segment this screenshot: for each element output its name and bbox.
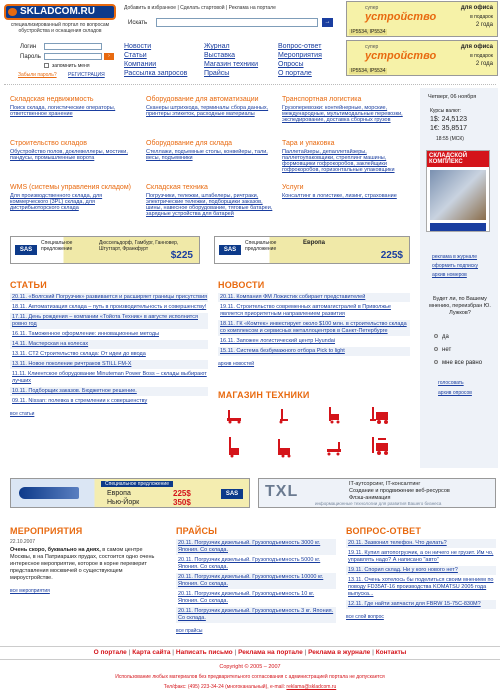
plane-icon <box>19 487 79 499</box>
list-item[interactable]: 18.11. Автоматизация склада – путь в производительность и совершенству! <box>10 303 208 313</box>
nav-prices[interactable]: Прайсы <box>204 70 230 77</box>
footer-link-ads-journal[interactable]: Реклама в журнале <box>308 649 371 656</box>
category-text[interactable]: Для производственного склада, для коммерческого (3PL) склада, для дистрибьюторского склада <box>10 193 103 211</box>
list-item[interactable]: 16.11. Таможенное оформление: инновационные методы <box>10 330 208 340</box>
list-item[interactable]: 20.11. Погрузчик дизельный. Грузоподъемность 10000 кг. Япония. Со склада. <box>176 573 336 590</box>
news-title: НОВОСТИ <box>218 280 265 290</box>
wide-banner-price2: 350$ <box>173 498 191 507</box>
category-title[interactable]: Складская недвижимость <box>10 96 94 103</box>
footer-link-write[interactable]: Написать письмо <box>175 649 233 656</box>
sidebar-rates-label: Курсы валют: <box>430 108 462 114</box>
txl-tagline: информационные технологии для развития Вашего бизнеса <box>315 501 442 506</box>
all-qa-link[interactable]: все слой вопрос <box>346 614 384 620</box>
wide-banner-price1: 225$ <box>173 489 191 498</box>
order-picker-icon[interactable] <box>226 436 242 458</box>
wide-banner-title: Специальное предложение <box>101 481 173 487</box>
event-text <box>10 547 160 582</box>
category-title[interactable]: Складская техника <box>146 184 208 191</box>
news-section <box>218 280 410 367</box>
category-text[interactable]: Погрузчики, тележки, штабелеры, ричтраки, электрические тележки, подборщики заказов, шины, навесное оборудование, тяговые батареи, зарядные устройства для батарей <box>146 193 273 217</box>
banner-price: $225 <box>170 250 193 261</box>
list-item[interactable]: 20.11. Погрузчик дизельный. Грузоподъемность 3 кг. Япония. Со склада. <box>176 607 336 624</box>
sidebar <box>420 88 498 468</box>
search-label: Искать <box>128 20 148 26</box>
footer-notice: Использование любых материалов без предварительного согласования с администрацией портала не допускается <box>115 674 385 680</box>
list-item[interactable]: 13.11. Очень хотелось бы поделиться своим мнением по поводу FD35AT-16 производства KOMATSU 2005 года выпуска... <box>346 576 496 600</box>
list-item[interactable]: 17.11. День рождения – компании «Тойота Техник» в августе исполнится ровно год <box>10 313 208 330</box>
wide-banner-line2: Нью-Йорк <box>107 499 140 506</box>
sidebar-link-archive[interactable]: архив номеров <box>432 272 467 278</box>
banner-prefix: супер <box>365 44 379 50</box>
header-divider <box>4 84 496 85</box>
nav-about[interactable]: О портале <box>278 70 312 77</box>
search-button[interactable]: → <box>322 18 333 27</box>
wide-banner-txl[interactable] <box>258 478 496 508</box>
nav-mailing[interactable]: Рассылка запросов <box>124 70 188 77</box>
poll-option-no[interactable]: нет <box>434 347 451 353</box>
banner-text-2: Дюссельдорф, Гамбург, Ганновер, Штутгарт, Франкфурт <box>99 240 179 252</box>
txl-line2: Создание и продвижение веб-ресурсов <box>349 488 450 494</box>
nav-articles[interactable]: Статьи <box>124 52 147 59</box>
prices-section <box>176 526 336 634</box>
remember-label: запомнить меня <box>52 63 90 69</box>
category-text[interactable]: Консалтинг в логистике, лизинг, страхование <box>282 193 397 199</box>
category-text[interactable]: Поиск склада, логистические операторы, ответственное хранение <box>10 105 116 117</box>
login-submit-button[interactable]: › <box>104 53 114 60</box>
nav-shop[interactable]: Магазин техники <box>204 61 259 68</box>
events-title: МЕРОПРИЯТИЯ <box>10 526 83 536</box>
main-nav-col3 <box>278 42 322 78</box>
shop-title: МАГАЗИН ТЕХНИКИ <box>218 390 310 400</box>
list-item[interactable]: 20.11. Зазвонил телефон. Что делать? <box>346 539 496 549</box>
category-text[interactable]: Грузоперевозки: контейнерные, морские, международные, мультимодальные перевозки, экспедирование, доставка сборных грузов <box>282 105 403 123</box>
sidebar-usd: 1$: 24,5123 <box>430 116 467 123</box>
list-item[interactable]: 20.11. «Волгский Погрузчик» развивается и расширяет границы присутствия <box>10 293 208 303</box>
list-item[interactable]: 14.11. Мастерская на колесах <box>10 340 208 350</box>
category-title[interactable]: Тара и упаковка <box>282 140 335 147</box>
remember-checkbox[interactable] <box>44 63 49 68</box>
footer-copyright: Copyright © 2005 – 2007 <box>219 664 281 670</box>
poll-archive-link[interactable]: архив опросов <box>438 390 472 396</box>
articles-list <box>10 293 208 407</box>
prices-list <box>176 539 336 624</box>
all-prices-link[interactable]: все прайсы <box>176 628 203 634</box>
txl-logo: TXL <box>265 483 299 500</box>
category-3[interactable] <box>282 96 412 123</box>
password-input[interactable] <box>44 53 102 60</box>
qa-section <box>346 526 496 620</box>
nav-exhibition[interactable]: Выставка <box>204 52 236 59</box>
sas-logo: SAS <box>221 489 243 499</box>
sas-logo: SAS <box>219 245 241 255</box>
news-list <box>218 293 410 357</box>
nav-events[interactable]: Мероприятия <box>278 52 322 59</box>
txl-line3: Флэш-анимация <box>349 495 391 501</box>
mid-banner-1[interactable] <box>10 236 200 264</box>
login-input[interactable] <box>44 43 102 50</box>
nav-companies[interactable]: Компании <box>124 61 157 68</box>
topbar: Добавить в избранное | Сделать стартовой | Реклама на портале <box>124 5 276 11</box>
list-item[interactable]: 19.11. Строительство современных автомагистралей в Приволжье является приоритетным направлением развития <box>218 303 410 320</box>
list-item[interactable]: 11.11. Клиентское оборудование Minuteman Power Boss – склады выбирают лучших <box>10 370 208 387</box>
search-bar <box>128 18 336 28</box>
electric-forklift-icon[interactable] <box>370 436 392 456</box>
banner-right-1: для офиса <box>460 44 493 50</box>
list-item[interactable]: 18.11. ГК «Комтек» инвестирует около $100 млн. в строительство склада со комплексом и сервисных металлоцентров в Санкт-Петербурге <box>218 320 410 337</box>
category-6[interactable] <box>282 140 412 173</box>
logo-tagline: специализированный портал по вопросам обустройства и оснащения складов <box>10 22 110 34</box>
list-item[interactable]: 09.11. Nissan: полевка в стремлении к совершенству <box>10 397 208 407</box>
category-7[interactable] <box>10 184 140 211</box>
txl-line1: IT-аутсорсинг, IT-консалтинг <box>349 481 421 487</box>
category-title[interactable]: Услуги <box>282 184 304 191</box>
poll-question: Будет ли, по Вашему мнению, переизбран Ю. Лужков? <box>429 296 491 316</box>
reach-truck-icon[interactable] <box>276 438 294 458</box>
footer-email-link[interactable]: reklama@skladcom.ru <box>286 684 337 690</box>
list-item[interactable]: 20.11. Погрузчик дизельный. Грузоподъемность 5000 кг. Япония. Со склада. <box>176 556 336 573</box>
list-item[interactable]: 20.11. Компания ФМ Ложистик собирает представителей <box>218 293 410 303</box>
poll-option-dontcare[interactable]: мне все равно <box>434 360 482 366</box>
event-date: 22.10.2007 <box>10 539 36 545</box>
list-item[interactable]: 19.11. Спорил склад. Ни у кого нового нет? <box>346 566 496 576</box>
login-label: Логин <box>20 44 37 50</box>
nav-qa[interactable]: Вопрос-ответ <box>278 43 322 50</box>
events-section <box>10 526 160 594</box>
password-label: Пароль <box>20 54 41 60</box>
footer-nav: О портале | Карта сайта | Написать письмо | Реклама на портале | Реклама в журнале | Контакты <box>0 646 500 660</box>
banner-bottom: IP5534, IP5534 <box>351 29 386 35</box>
all-articles-link[interactable]: все статьи <box>10 411 35 417</box>
shop-icons <box>220 404 410 460</box>
event-body: в самом центре Москвы, в на Патриарших прудах, состоится одно очень интересное мероприятие, которое в корне переверит представления москвичей о существующем мироустройстве. <box>10 547 155 581</box>
magazine-photo <box>430 170 486 220</box>
list-item[interactable]: 12.11. Где найти запчасти для FBRW 15-75C-830M? <box>346 600 496 610</box>
magazine-title: СКЛАДСКОЙ КОМПЛЕКС <box>427 151 489 167</box>
prices-title: ПРАЙСЫ <box>176 526 218 536</box>
footer-link-contacts[interactable]: Контакты <box>375 649 407 656</box>
banner-text-2: Европа <box>303 240 325 246</box>
category-1[interactable] <box>10 96 140 117</box>
magazine-cover[interactable] <box>426 150 490 232</box>
sas-logo: SAS <box>15 245 37 255</box>
category-2[interactable] <box>146 96 274 117</box>
all-events-link[interactable]: все мероприятия <box>10 588 50 594</box>
magazine-footer <box>430 223 486 231</box>
qa-list <box>346 539 496 610</box>
footer-link-sitemap[interactable]: Карта сайта <box>132 649 171 656</box>
login-box <box>4 42 116 80</box>
list-item[interactable]: 10.11. Подборщик заказов. Бюджетное решение. <box>10 387 208 397</box>
main-nav-col2 <box>204 42 258 78</box>
articles-title: СТАТЬИ <box>10 280 47 290</box>
banner-bottom: IP5534, IP5534 <box>351 68 386 74</box>
forgot-password-link[interactable]: Забыли пароль? <box>18 72 57 78</box>
articles-section <box>10 280 208 417</box>
search-input[interactable] <box>156 18 318 27</box>
category-4[interactable] <box>10 140 140 161</box>
main-nav-col1 <box>124 42 187 78</box>
banner-right-1: для офиса <box>460 5 493 11</box>
category-title[interactable]: Строительство складов <box>10 140 87 147</box>
nav-polls[interactable]: Опросы <box>278 61 304 68</box>
banner-brand: устройство <box>365 11 437 23</box>
nav-journal[interactable]: Журнал <box>204 43 230 50</box>
banner-prefix: супер <box>365 5 379 11</box>
mid-banner-2[interactable] <box>214 236 410 264</box>
list-item[interactable]: 13.11. Новое поколение ричтраков STILL FM-X <box>10 360 208 370</box>
banner-right-3: 2 года <box>475 61 493 67</box>
sidebar-link-subscribe[interactable]: оформить подписку <box>432 263 479 269</box>
banner-text-1: Специальное предложение <box>41 240 73 252</box>
hand-truck-icon[interactable] <box>276 408 290 424</box>
nav-news[interactable]: Новости <box>124 43 152 50</box>
forklift-icon[interactable] <box>370 406 392 424</box>
banner-right-2: в подарок <box>470 14 493 20</box>
top-banner-1[interactable] <box>346 1 498 37</box>
poll-option-yes[interactable]: да <box>434 334 449 340</box>
pallet-truck-icon[interactable] <box>226 408 244 424</box>
top-banner-2[interactable] <box>346 40 498 76</box>
banner-text-1: Специальное предложение <box>245 240 277 252</box>
category-title[interactable]: Транспортная логистика <box>282 96 362 103</box>
wide-banner-sas[interactable] <box>10 478 250 508</box>
poll-vote-link[interactable]: голосовать <box>438 380 464 386</box>
footer-link-ads-portal[interactable]: Реклама на портале <box>238 649 303 656</box>
news-archive-link[interactable]: архив новостей <box>218 361 255 367</box>
register-link[interactable]: РЕГИСТРАЦИЯ <box>68 72 105 78</box>
footer-contacts <box>0 684 500 690</box>
banner-right-3: 2 года <box>475 22 493 28</box>
sidebar-eur: 1€: 35,8517 <box>430 125 467 132</box>
footer-link-about[interactable]: О портале <box>93 649 127 656</box>
set-home-link[interactable]: Сделать стартовой <box>180 5 225 11</box>
footer-phone: Тел/факс: (495) 223-34-24 (многоканальный), e-mail: <box>163 684 286 690</box>
logo[interactable] <box>4 4 116 40</box>
category-5[interactable] <box>146 140 274 161</box>
sidebar-link-ads[interactable]: реклама в журнале <box>432 254 478 260</box>
shop-section <box>218 390 410 400</box>
category-text[interactable]: Стеллажи, подъемные столы, конвейеры, тали, весы, подъемники <box>146 149 268 161</box>
category-text[interactable]: Паллетайзеры, депаллетайзеры, паллетоупаковщики, стреплинг машины, формовщики гофрокоробов, заклейщики гофрокоробов, горизонтальные упаковщики <box>282 149 395 173</box>
category-title[interactable]: Оборудование для автоматизации <box>146 96 259 103</box>
list-item[interactable]: 19.11. Купил автопогрузчик, а он ничего не грузит. Им чо, управлять надо? А написано "авто" <box>346 549 496 566</box>
category-title[interactable]: WMS (системы управления складом) <box>10 184 131 191</box>
category-text[interactable]: Обустройство полов, доклевеллеры, мостики, пандусы, промышленные ворота <box>10 149 128 161</box>
banner-brand: устройство <box>365 50 437 62</box>
logo-icon <box>8 8 17 16</box>
list-item[interactable]: 13.11. СТ2 Строительство склада: От идеи до ввода <box>10 350 208 360</box>
stacker-icon[interactable] <box>326 406 342 424</box>
list-item[interactable]: 20.11. Погрузчик дизельный. Грузоподъемность 10 кг. Япония. Со склада. <box>176 590 336 607</box>
qa-title: ВОПРОС-ОТВЕТ <box>346 526 422 536</box>
category-title[interactable]: Оборудование для склада <box>146 140 233 147</box>
category-text[interactable]: Сканеры штрихкода, терминалы сбора данных, принтеры этикеток, расходные материалы <box>146 105 269 117</box>
list-item[interactable]: 15.11. Система безбумажного отбора Pick to light <box>218 347 410 357</box>
wide-banner-line1: Европа <box>107 490 131 497</box>
list-item[interactable]: 20.11. Погрузчик дизельный. Грузоподъемность 3000 кг. Япония. Со склада. <box>176 539 336 556</box>
list-item[interactable]: 16.11. Запожен логистический центр Hyundai <box>218 337 410 347</box>
platform-cart-icon[interactable] <box>326 440 342 456</box>
sidebar-time: 18:55 (МСК) <box>436 136 464 142</box>
logo-text: SKLADCOM.RU <box>20 6 95 17</box>
event-headline: Очень скоро, буквально на днях, <box>10 547 101 553</box>
sidebar-date: Четверг, 06 ноября <box>428 94 477 100</box>
add-favorites-link[interactable]: Добавить в избранное <box>124 5 177 11</box>
banner-price: 225$ <box>380 250 403 261</box>
category-9[interactable] <box>282 184 412 199</box>
adv-link[interactable]: Реклама на портале <box>228 5 276 11</box>
banner-right-2: в подарок <box>470 53 493 59</box>
category-8[interactable] <box>146 184 274 217</box>
